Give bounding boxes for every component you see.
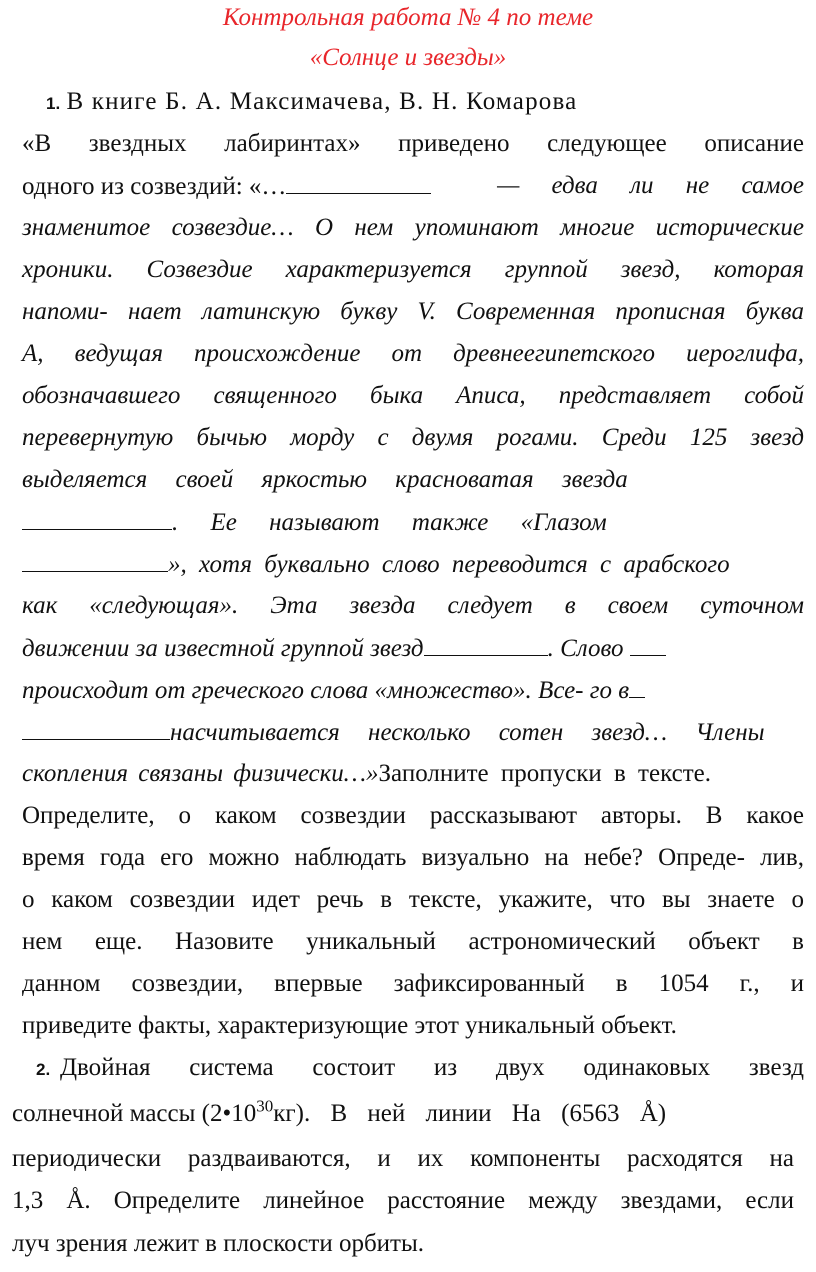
task2-line: периодически раздваиваются, и их компоненты расходятся на: [12, 1145, 794, 1172]
task1-line: хроники. Созвездие характеризуется группой звезд, которая: [22, 256, 804, 283]
task2-line: 2. Двойная система состоит из двух одинаковых звезд: [36, 1054, 804, 1081]
task2-line: солнечной массы $(2•10^{30}кг)$. В ней линии На (6563 Å): [12, 1096, 667, 1127]
task1-line: насчитывается несколько сотен звезд… Члены: [22, 717, 804, 748]
task1-line: перевернутую бычью морду с двумя рогами. Среди 125 звезд: [22, 424, 804, 451]
task2-number: 2.: [36, 1060, 51, 1079]
task1-line: 1. В книге Б. А. Максимачева, В. Н. Комарова: [46, 88, 578, 115]
exponent: 30: [256, 1096, 274, 1116]
answer-blank[interactable]: [286, 171, 431, 194]
answer-blank[interactable]: [22, 549, 168, 572]
task1-line: нем еще. Назовите уникальный астрономический объект в: [22, 928, 804, 955]
task2-line: луч зрения лежит в плоскости орбиты.: [12, 1230, 425, 1257]
task1-line: данном созвездии, впервые зафиксированный в 1054 г., и: [22, 970, 804, 997]
answer-blank[interactable]: [22, 717, 170, 740]
answer-blank[interactable]: [630, 633, 666, 656]
task1-line: как «следующая». Эта звезда следует в своем суточном: [22, 592, 804, 619]
task1-line: «В звездных лабиринтах» приведено следующее описание: [22, 130, 804, 157]
page-title: Контрольная работа № 4 по теме: [222, 4, 594, 31]
task1-line: движении за известной группой звезд . Слово: [22, 633, 666, 664]
task1-line: происходит от греческого слова «множество». Все- го в: [22, 675, 645, 706]
task2-line: 1,3 Å. Определите линейное расстояние между звездами, если: [12, 1187, 794, 1214]
task1-line: скопления связаны физически…»Заполните пропуски в тексте.: [22, 760, 711, 787]
task1-line: знаменитое созвездие… О нем упоминают многие исторические: [22, 214, 804, 241]
task1-line: приведите факты, характеризующие этот уникальный объект.: [22, 1012, 677, 1039]
task1-line: Определите, о каком созвездии рассказывают авторы. В какое: [22, 802, 804, 829]
task1-line: обозначавшего священного быка Аписа, представляет собой: [22, 382, 804, 409]
task1-line: время года его можно наблюдать визуально на небе? Опреде- лив,: [22, 844, 804, 871]
task1-line: выделяется своей яркостью красноватая звезда: [22, 466, 628, 493]
task1-number: 1.: [46, 94, 61, 113]
task1-line: одного из созвездий: «… — едва ли не самое: [22, 172, 804, 200]
task1-line: о каком созвездии идет речь в тексте, укажите, что вы знаете о: [22, 886, 804, 913]
page-subtitle: «Солнце и звезды»: [309, 44, 507, 71]
answer-blank[interactable]: [629, 675, 645, 698]
task1-line: напоми- нает латинскую букву V. Современная прописная буква: [22, 298, 804, 325]
task1-line: . Ее называют также «Глазом: [22, 507, 607, 538]
task1-line: А, ведущая происхождение от древнеегипетского иероглифа,: [22, 340, 804, 367]
answer-blank[interactable]: [424, 633, 548, 656]
answer-blank[interactable]: [22, 507, 172, 530]
task1-line: », хотя буквально слово переводится с арабского: [22, 549, 804, 580]
